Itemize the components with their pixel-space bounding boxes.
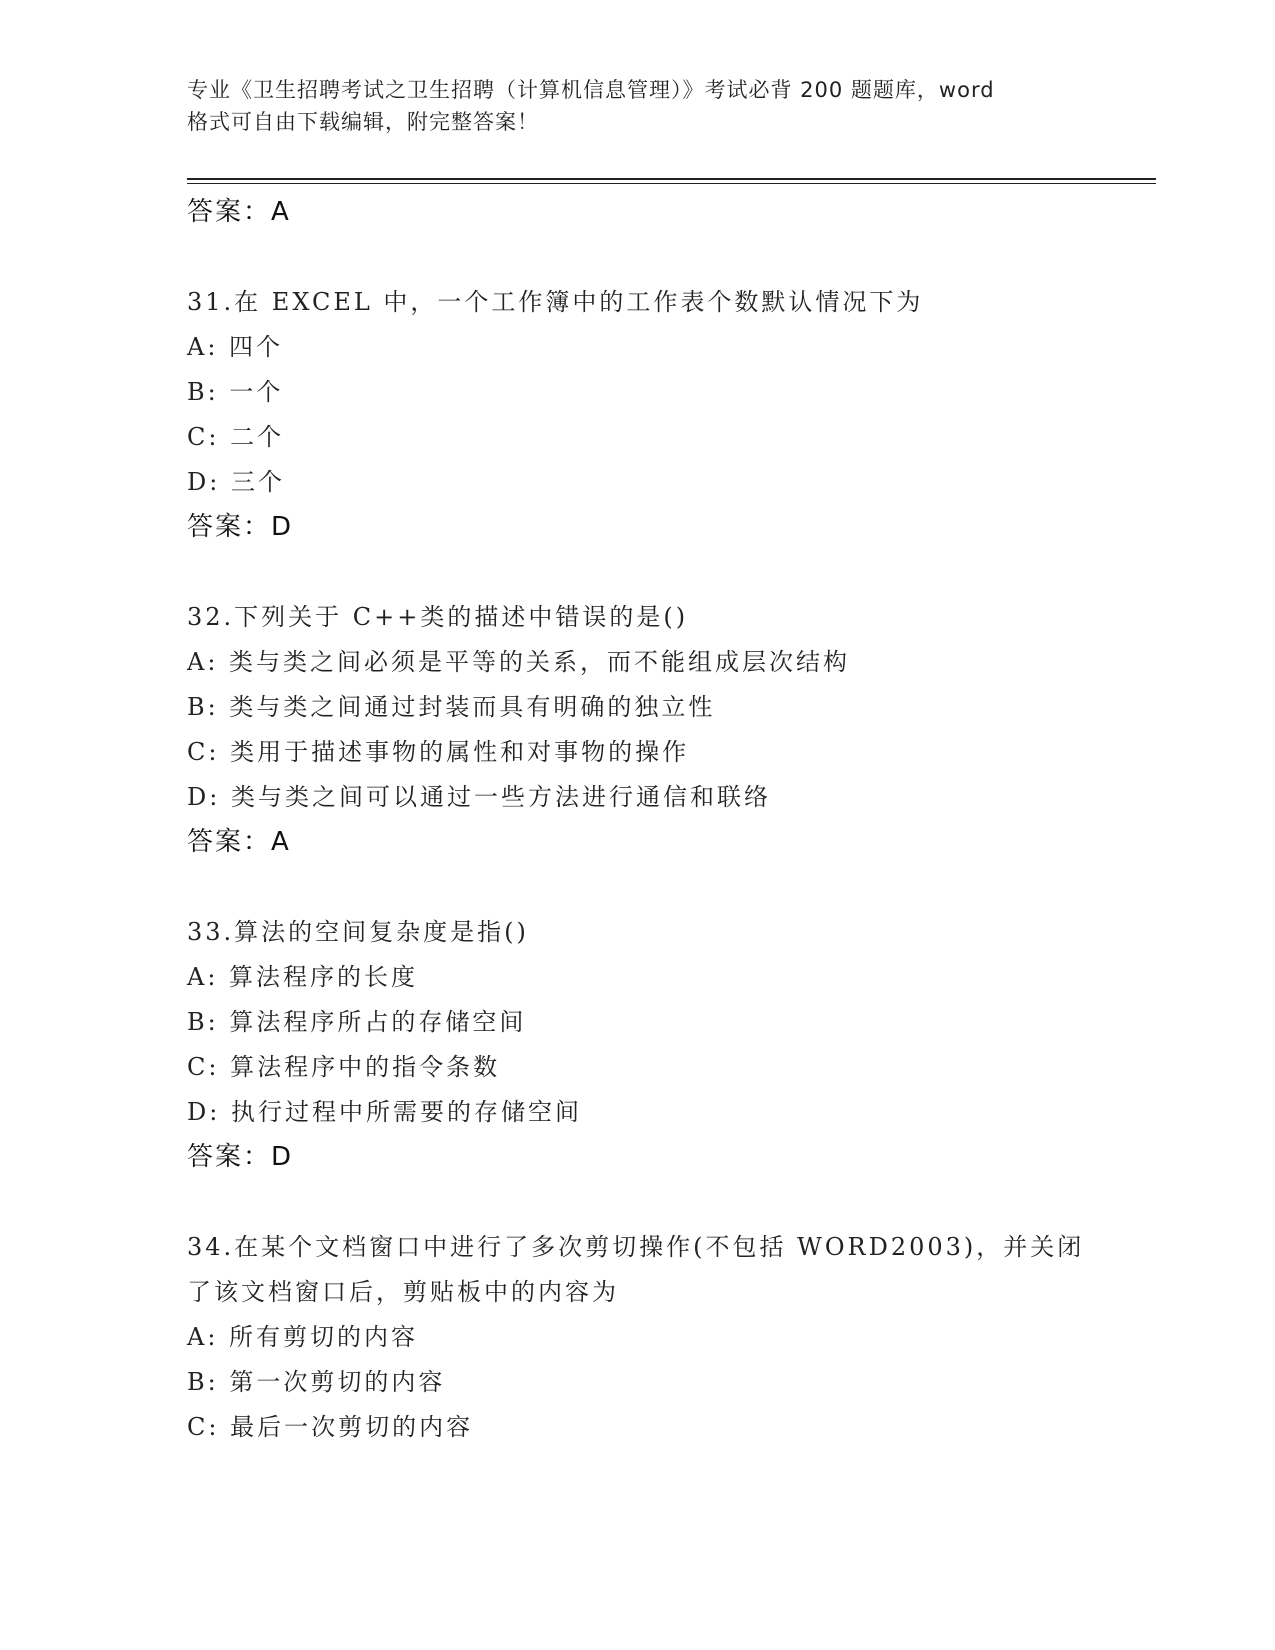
question-33-option-d: D: 执行过程中所需要的存储空间 — [187, 1098, 582, 1126]
question-31 — [187, 280, 1087, 550]
question-34-text-line-1: 34.在某个文档窗口中进行了多次剪切操作(不包括 WORD2003)，并关闭 — [187, 1233, 1085, 1261]
question-32-answer: 答案：A — [187, 827, 291, 857]
question-32 — [187, 595, 1087, 865]
question-31-answer: 答案：D — [187, 512, 294, 542]
spacer — [187, 235, 1087, 280]
question-34-text-line-2: 了该文档窗口后，剪贴板中的内容为 — [187, 1278, 619, 1306]
question-31-option-b: B: 一个 — [187, 378, 284, 406]
question-34 — [187, 1225, 1087, 1450]
question-34-option-b: B: 第一次剪切的内容 — [187, 1368, 446, 1396]
document-body — [187, 190, 1087, 1450]
header-line-1: 专业《卫生招聘考试之卫生招聘（计算机信息管理）》考试必背 200 题题库，word — [187, 78, 995, 102]
question-33-option-a: A: 算法程序的长度 — [187, 963, 419, 991]
question-32-text: 32.下列关于 C++类的描述中错误的是() — [187, 603, 689, 631]
question-33-option-c: C: 算法程序中的指令条数 — [187, 1053, 501, 1081]
spacer — [187, 1180, 1087, 1225]
question-31-option-a: A: 四个 — [187, 333, 284, 361]
spacer — [187, 550, 1087, 595]
question-31-option-c: C: 二个 — [187, 423, 285, 451]
question-34-option-c: C: 最后一次剪切的内容 — [187, 1413, 474, 1441]
question-34-option-a: A: 所有剪切的内容 — [187, 1323, 419, 1351]
header-rule-thick — [187, 178, 1156, 180]
question-33-answer: 答案：D — [187, 1142, 294, 1172]
question-33-option-b: B: 算法程序所占的存储空间 — [187, 1008, 527, 1036]
header-line-2: 格式可自由下载编辑，附完整答案！ — [187, 110, 539, 134]
question-33-text: 33.算法的空间复杂度是指() — [187, 918, 529, 946]
question-31-text: 31.在 EXCEL 中，一个工作簿中的工作表个数默认情况下为 — [187, 288, 924, 316]
question-32-option-b: B: 类与类之间通过封装而具有明确的独立性 — [187, 693, 716, 721]
question-31-option-d: D: 三个 — [187, 468, 285, 496]
question-32-option-c: C: 类用于描述事物的属性和对事物的操作 — [187, 738, 690, 766]
document-header — [187, 74, 1087, 138]
header-rule-thin — [187, 183, 1156, 184]
question-32-option-d: D: 类与类之间可以通过一些方法进行通信和联络 — [187, 783, 771, 811]
spacer — [187, 865, 1087, 910]
question-32-option-a: A: 类与类之间必须是平等的关系，而不能组成层次结构 — [187, 648, 851, 676]
question-33 — [187, 910, 1087, 1180]
previous-answer: 答案：A — [187, 197, 291, 227]
